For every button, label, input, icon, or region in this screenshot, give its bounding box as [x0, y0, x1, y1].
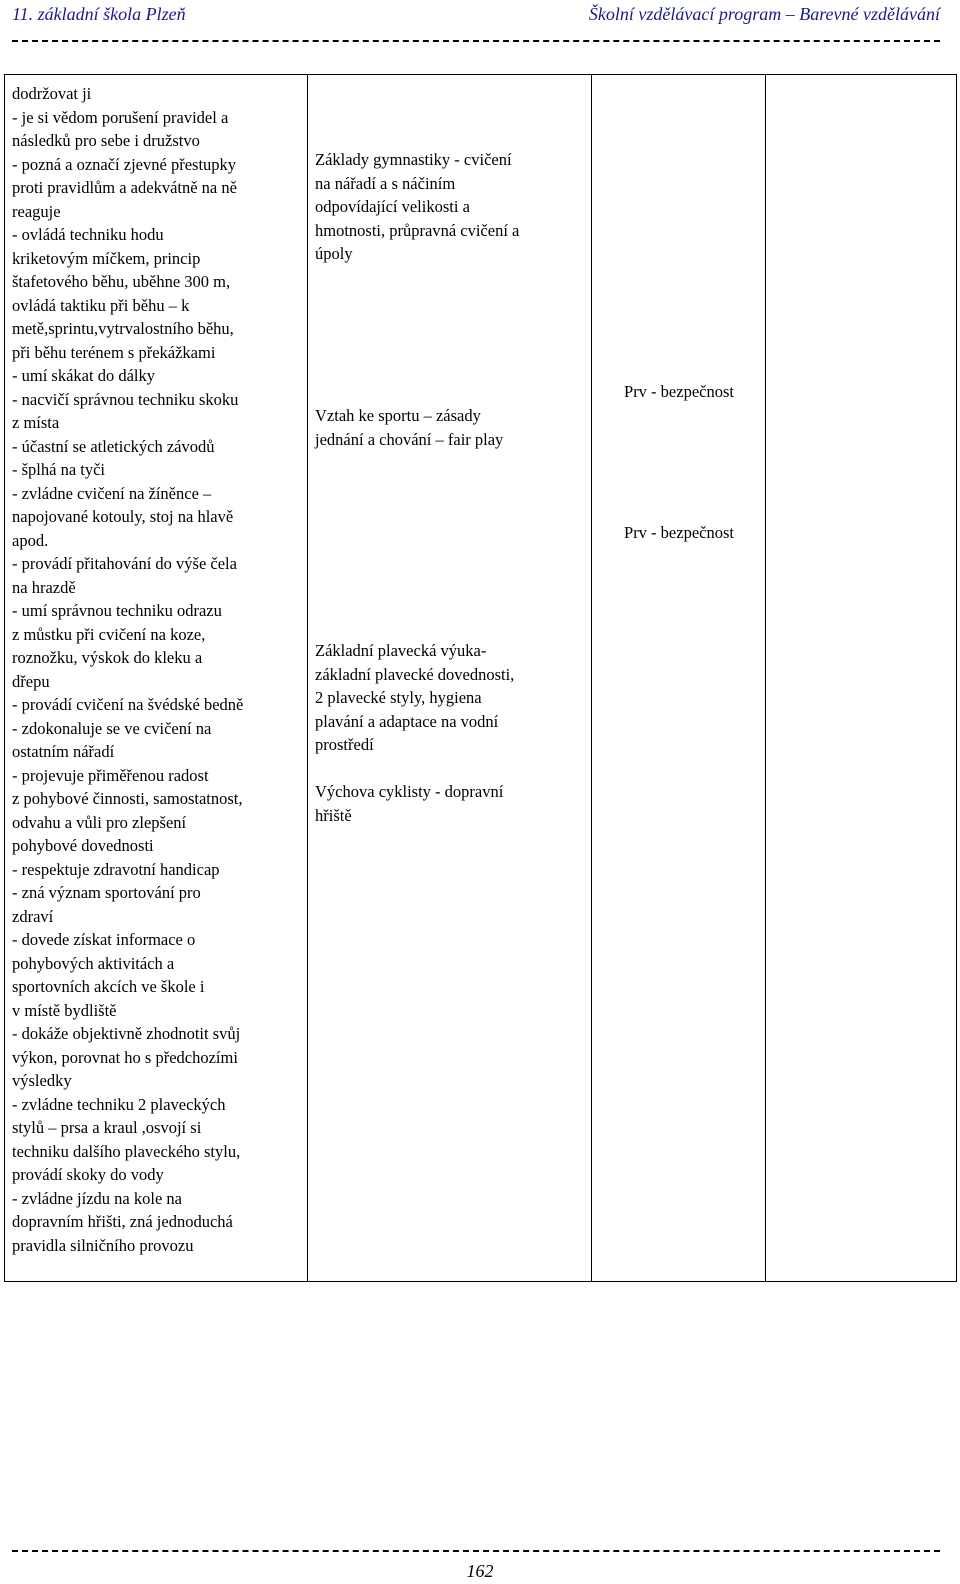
footer-divider	[12, 1550, 940, 1555]
cycling-content: Výchova cyklisty - dopravní hřiště	[315, 782, 504, 825]
content-column	[308, 75, 592, 1281]
cross-curricular-note: Prv - bezpečnost	[624, 382, 734, 401]
header-divider	[12, 40, 940, 45]
curriculum-table	[4, 74, 957, 1282]
cross-curricular-note: Prv - bezpečnost	[624, 523, 734, 542]
outcomes-column	[5, 75, 308, 1281]
outcomes-text: dodržovat ji - je si vědom porušení pravidel a následků pro sebe i družstvo - pozná a označí zjevné přestupky proti pravidlům a adekvátně na ně reaguje - ovládá techniku hodu kriketovým míčkem, princip štafetového běhu, uběhne 300 m, ovládá taktiku při běhu – k metě,sprintu,vytrvalostního běhu, při běhu terénem s překážkami - umí skákat do dálky - nacvičí správnou techniku skoku z místa - účastní se atletických závodů - šplhá na tyči - zvládne cvičení na žíněnce – napojované kotouly, stoj na hlavě apod. - provádí přitahování do výše čela na hrazdě - umí správnou techniku odrazu z můstku při cvičení na koze, roznožku, výskok do kleku a dřepu - provádí cvičení na švédské bedně - zdokonaluje se ve cvičení na ostatním nářadí - projevuje přiměřenou radost z pohybové činnosti, samostatnost, odvahu a vůli pro zlepšení pohybové dovednosti - respektuje zdravotní handicap - zná význam sportování pro zdraví - dovede získat informace o pohybových aktivitách a sportovních akcích ve škole i v místě bydliště - dokáže objektivně zhodnotit svůj výkon, porovnat ho s předchozími výsledky - zvládne techniku 2 plaveckých stylů – prsa a kraul ,osvojí si techniku dalšího plaveckého stylu, provádí skoky do vody - zvládne jízdu na kole na dopravním hřišti, zná jednoduchá pravidla silničního provozu	[12, 84, 244, 1255]
page-header	[12, 4, 940, 28]
school-name: 11. základní škola Plzeň	[12, 4, 186, 24]
program-title: Školní vzdělávací program – Barevné vzdělávání	[588, 4, 940, 24]
gymnastics-content: Základy gymnastiky - cvičení na nářadí a s náčiním odpovídající velikosti a hmotnosti, průpravná cvičení a úpoly	[315, 150, 520, 263]
sport-relation-content: Vztah ke sportu – zásady jednání a chování – fair play	[315, 406, 504, 449]
swimming-content: Základní plavecká výuka- základní plavecké dovednosti, 2 plavecké styly, hygiena plavání a adaptace na vodní prostředí	[315, 641, 515, 754]
cross-curricular-column	[592, 75, 766, 1281]
remarks-column	[766, 75, 956, 1281]
page-number: 162	[466, 1561, 494, 1581]
